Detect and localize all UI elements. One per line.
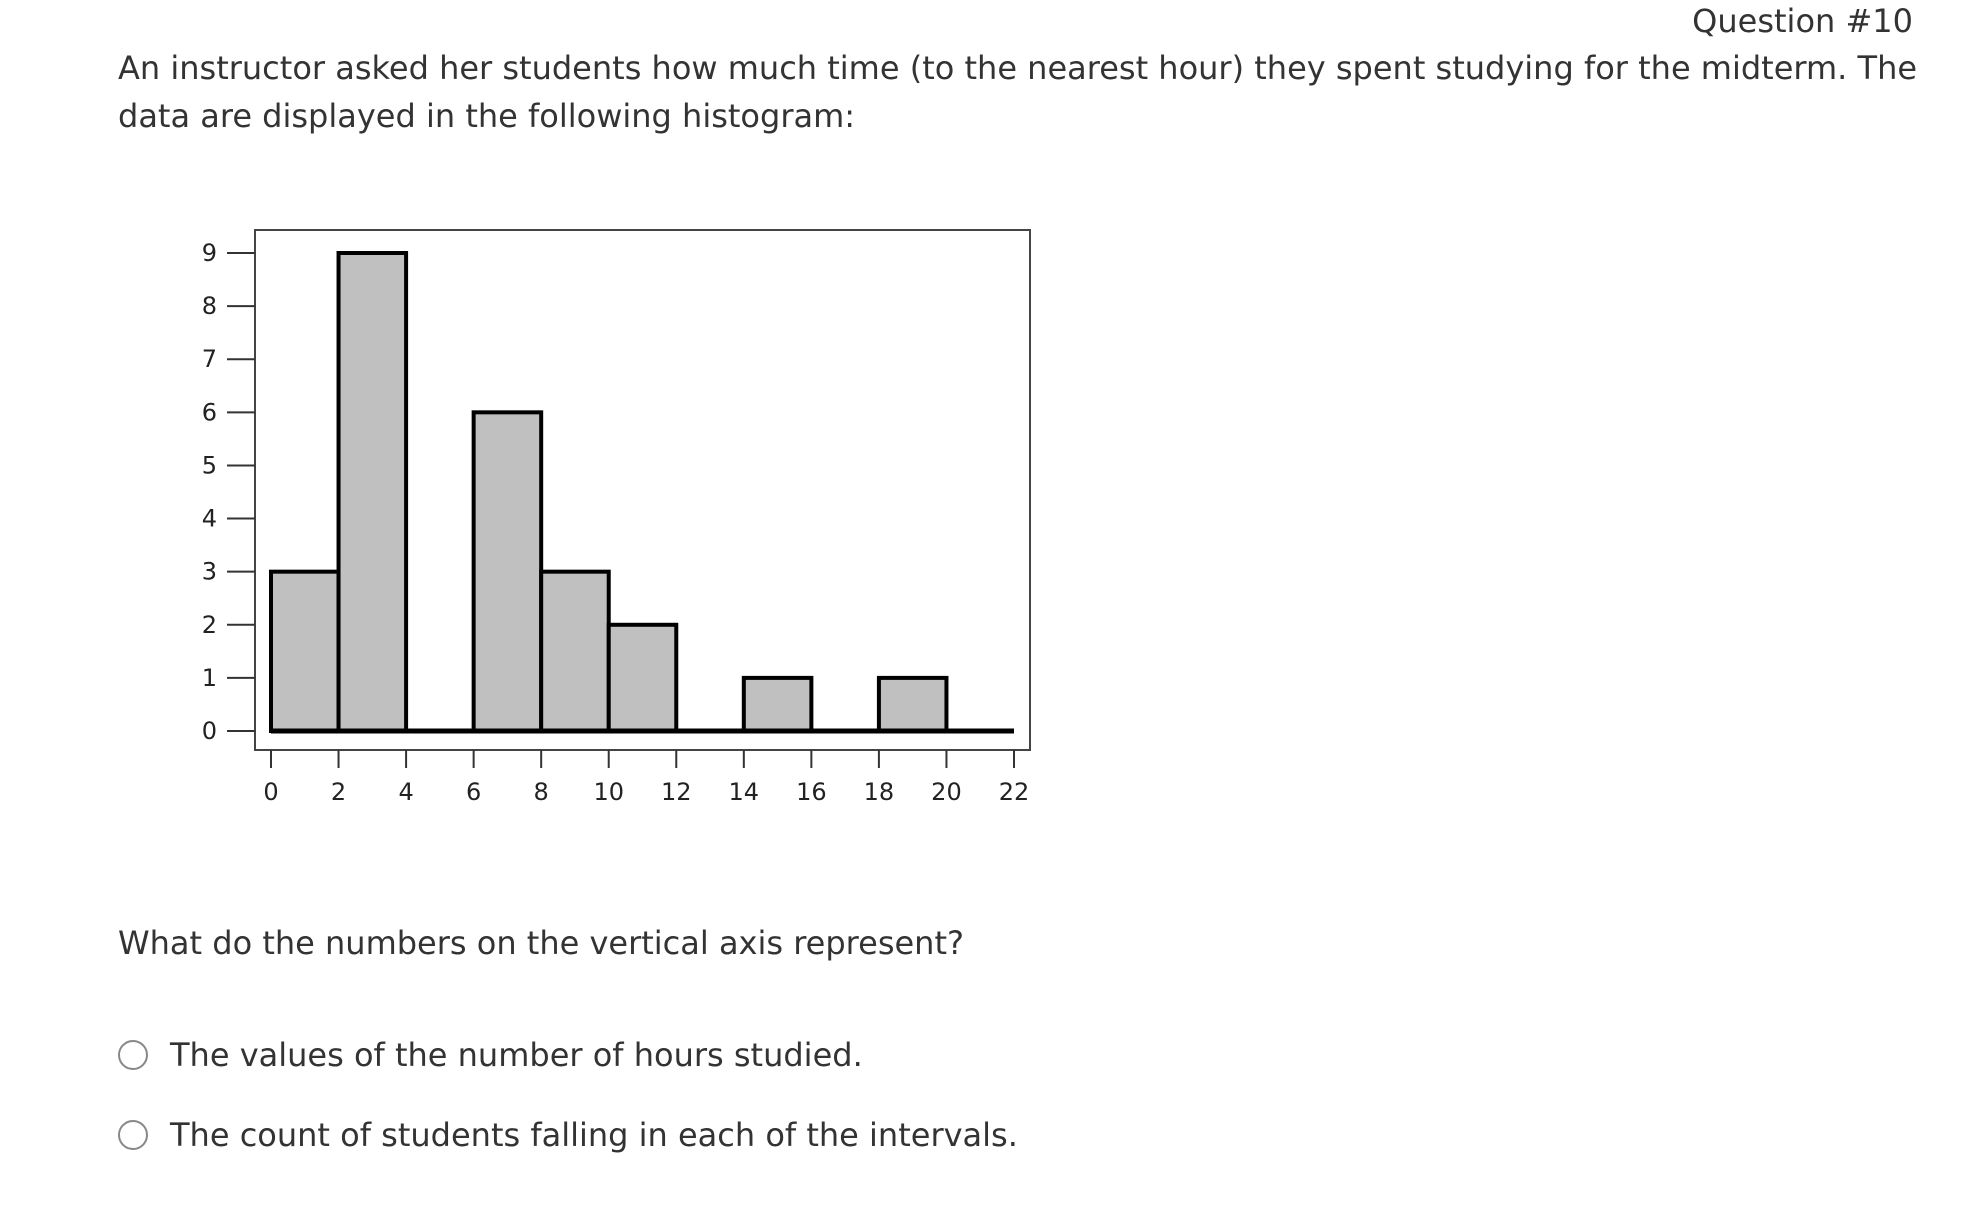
x-tick-label: 16 (796, 778, 827, 806)
x-tick-label: 18 (863, 778, 895, 806)
question-number: Question #10 (1692, 2, 1913, 40)
x-tick-label: 0 (263, 778, 279, 806)
question-prompt: An instructor asked her students how much time (to the nearest hour) they spent studying for the midterm. The data are displayed in the following histogram: (118, 49, 1918, 135)
histogram-bar (744, 678, 812, 731)
histogram-bar (474, 412, 542, 731)
histogram-bar (271, 572, 339, 731)
x-tick-label: 6 (465, 778, 482, 806)
x-tick-label: 4 (398, 778, 414, 806)
y-tick-label: 8 (201, 292, 217, 321)
option-label: The values of the number of hours studied. (170, 1036, 863, 1074)
answer-option[interactable] (118, 1116, 1018, 1154)
histogram-chart (170, 218, 1050, 838)
histogram-bar (541, 572, 609, 731)
x-tick-label: 12 (660, 778, 692, 806)
y-tick-label: 6 (201, 398, 217, 427)
histogram-svg (170, 218, 1050, 838)
answer-option[interactable] (118, 1036, 863, 1074)
y-tick-label: 4 (201, 504, 217, 533)
x-tick-label: 14 (728, 778, 760, 806)
x-tick-label: 8 (533, 778, 549, 806)
x-tick-label: 2 (330, 778, 347, 806)
x-tick-label: 22 (998, 778, 1030, 806)
y-tick-label: 3 (201, 557, 217, 586)
x-tick-label: 20 (931, 778, 962, 806)
y-tick-label: 9 (201, 239, 217, 267)
question-text: What do the numbers on the vertical axis represent? (118, 924, 964, 962)
radio-button[interactable] (118, 1120, 148, 1150)
y-tick-label: 7 (201, 345, 217, 374)
x-tick-label: 10 (593, 778, 625, 806)
histogram-bar (879, 678, 947, 731)
y-tick-label: 0 (201, 717, 217, 745)
y-tick-label: 2 (201, 610, 217, 639)
y-tick-label: 5 (201, 451, 217, 480)
option-label: The count of students falling in each of the intervals. (170, 1116, 1018, 1154)
radio-button[interactable] (118, 1040, 148, 1070)
y-tick-label: 1 (201, 663, 217, 692)
histogram-bar (339, 253, 407, 731)
histogram-bar (609, 625, 677, 731)
